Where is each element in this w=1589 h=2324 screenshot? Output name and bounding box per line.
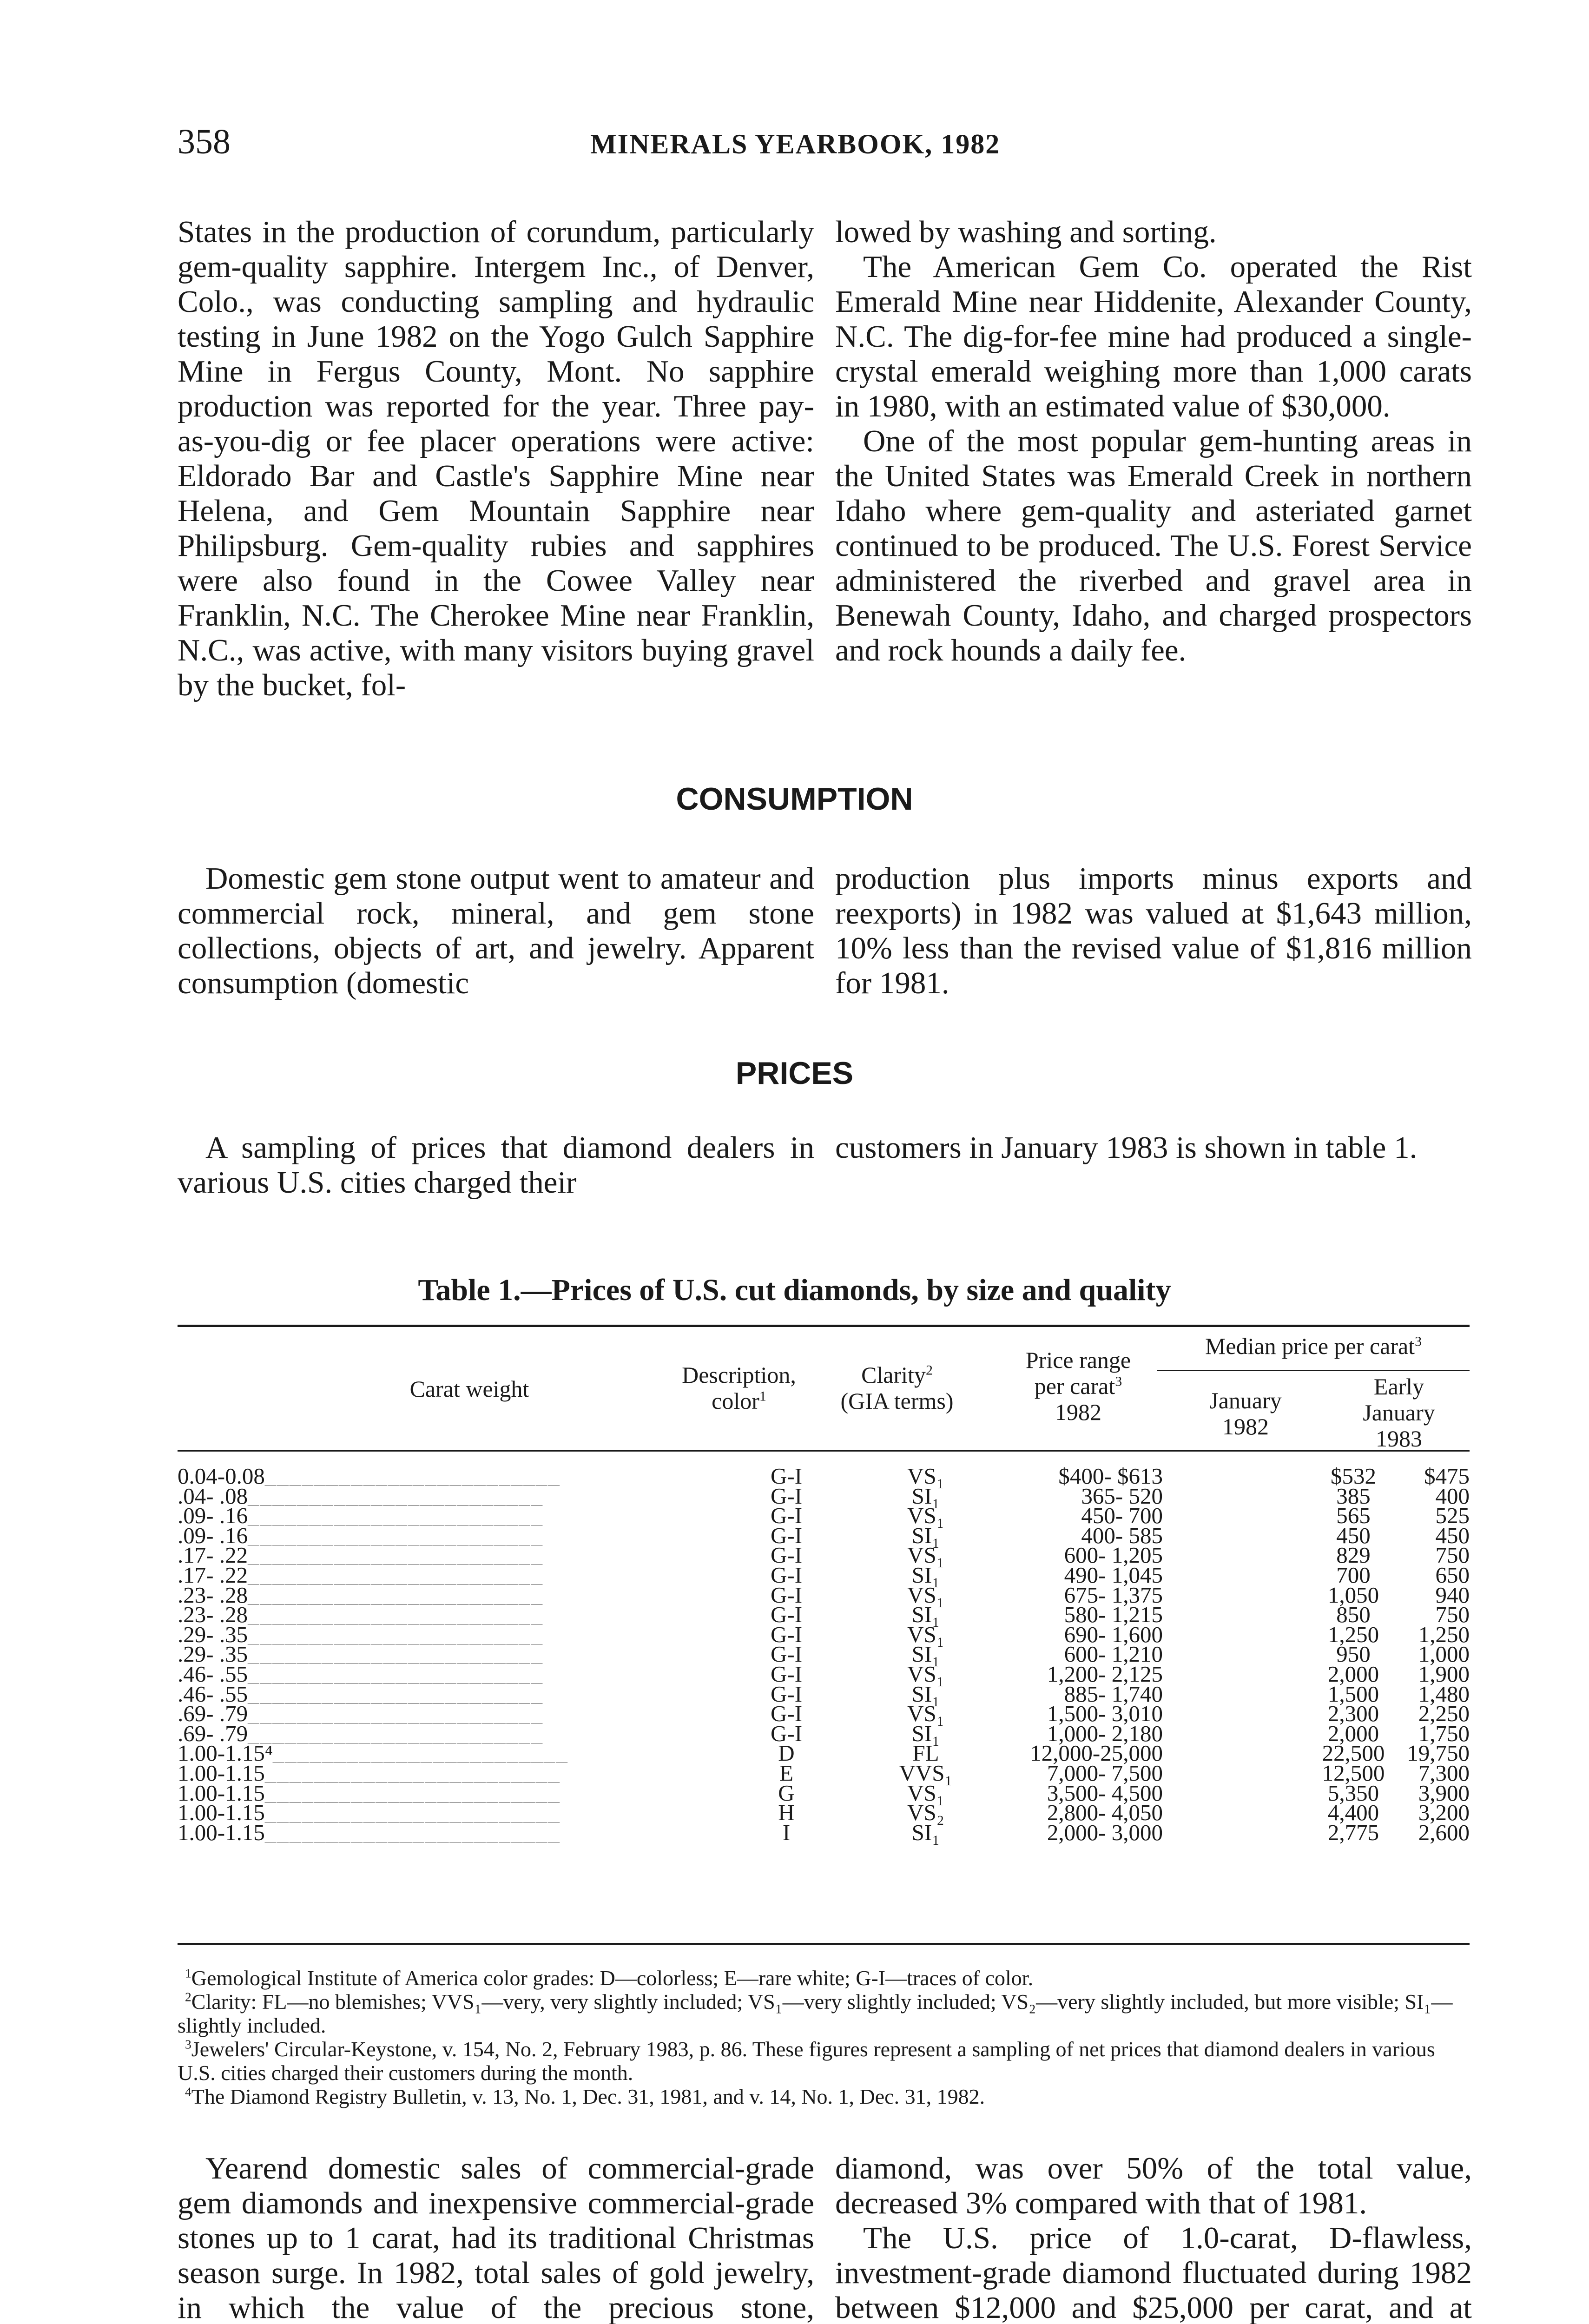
header-clarity-line1: Clarity$^2$ (861, 1362, 933, 1388)
cell-description-color: G (778, 1780, 795, 1806)
cell-median-early-january-1983: 450 (1435, 1522, 1470, 1548)
cell-median-january-1982: 12,500 (1322, 1760, 1385, 1786)
cell-price-range: 12,000-25,000 (1030, 1740, 1163, 1766)
intro-right-paragraph-2: The American Gem Co. operated the Rist Emerald Mine near Hiddenite, Alexander County, N.C. The dig-for-fee mine had produced a single-crystal emerald weighing more than 1,000 carats in 1980, with an estimated value of $30,000. (835, 250, 1472, 423)
dot-leader: ________________________ (264, 1822, 560, 1842)
header-price-range (999, 1347, 1157, 1425)
cell-carat-weight (178, 1704, 642, 1723)
table-row (178, 1819, 1470, 1845)
footnote-marker: 4 (185, 2084, 191, 2099)
consumption-right-paragraph: production plus imports minus exports and reexports) in 1982 was valued at $1,643 million, 10% less than the revised value of $1,816 million for 1981. (835, 861, 1472, 1000)
cell-median-early-january-1983: 400 (1435, 1483, 1470, 1509)
cell-description-color: G-I (770, 1542, 803, 1568)
cell-description-color: G-I (770, 1483, 803, 1509)
intro-left-column (178, 215, 814, 703)
cell-clarity: SI₁ (911, 1681, 940, 1707)
cell-median-january-1982: 450 (1336, 1522, 1371, 1548)
header-price-line2: per carat$^3$ (1034, 1373, 1122, 1399)
consumption-left-column (178, 861, 814, 1001)
cell-median-january-1982: 950 (1336, 1641, 1371, 1667)
consumption-heading: CONSUMPTION (676, 781, 913, 817)
cell-median-january-1982: 2,775 (1327, 1819, 1379, 1845)
diamond-price-table (178, 1463, 1470, 1845)
cell-median-january-1982: 700 (1336, 1562, 1371, 1588)
cell-description-color: G-I (770, 1503, 803, 1529)
cell-median-early-january-1983: 3,900 (1418, 1780, 1470, 1806)
dot-leader: ________________________ (264, 1783, 560, 1803)
cell-clarity: SI₁ (911, 1819, 940, 1845)
table-row (178, 1463, 1470, 1489)
carat-value: 1.00-1.15 (178, 1783, 265, 1803)
header-description-line1: Description, (682, 1362, 796, 1388)
table-row (178, 1661, 1470, 1687)
running-head: MINERALS YEARBOOK, 1982 (590, 129, 1001, 159)
table-header-rule (178, 1450, 1470, 1452)
cell-carat-weight (178, 1565, 642, 1585)
cell-carat-weight (178, 1823, 642, 1842)
header-january-line1: January (1209, 1387, 1282, 1413)
intro-right-column (835, 215, 1472, 668)
header-early-line1: Early (1373, 1373, 1424, 1400)
cell-price-range: 1,200- 2,125 (1047, 1661, 1163, 1687)
cell-price-range: 3,500- 4,500 (1047, 1780, 1163, 1806)
prices-left-paragraph: A sampling of prices that diamond dealers in various U.S. cities charged their (178, 1130, 814, 1200)
cell-price-range: 1,500- 3,010 (1047, 1701, 1163, 1727)
carat-value: .09- .16 (178, 1525, 248, 1545)
footnote-text: Clarity: FL—no blemishes; VVS₁—very, very slightly included; VS₁—very slightly included; VS₂—very slightly included, but more visible; SI₁—slightly included. (178, 1990, 1453, 2037)
cell-price-range: $400- $613 (1058, 1463, 1163, 1489)
dot-leader: ________________________ (248, 1624, 544, 1644)
cell-carat-weight (178, 1585, 642, 1605)
cell-clarity: SI₁ (911, 1522, 940, 1548)
carat-value: 0.04-0.08 (178, 1466, 265, 1486)
dot-leader: ________________________ (264, 1803, 560, 1823)
closing-right-column (835, 2151, 1472, 2324)
header-early-january-1983 (1329, 1373, 1469, 1452)
footnote (178, 2085, 1470, 2108)
cell-median-january-1982: 5,350 (1327, 1780, 1379, 1806)
table-row (178, 1641, 1470, 1667)
cell-median-early-january-1983: 19,750 (1407, 1740, 1470, 1766)
cell-median-early-january-1983: 750 (1435, 1602, 1470, 1628)
cell-clarity: VS₁ (907, 1582, 944, 1608)
table-row (178, 1621, 1470, 1647)
cell-clarity: VS₁ (907, 1621, 944, 1647)
cell-price-range: 7,000- 7,500 (1047, 1760, 1163, 1786)
table-row (178, 1720, 1470, 1746)
cell-median-early-january-1983: 650 (1435, 1562, 1470, 1588)
cell-clarity: SI₁ (911, 1720, 940, 1746)
cell-description-color: G-I (770, 1720, 803, 1746)
cell-median-early-january-1983: 1,250 (1418, 1621, 1470, 1647)
cell-median-early-january-1983: $475 (1424, 1463, 1470, 1489)
cell-median-january-1982: 22,500 (1322, 1740, 1385, 1766)
dot-leader: ________________________ (248, 1644, 544, 1664)
cell-description-color: G-I (770, 1522, 803, 1548)
cell-clarity: VS₂ (907, 1800, 944, 1826)
dot-leader: ________________________ (248, 1605, 544, 1625)
table-row (178, 1681, 1470, 1707)
prices-left-column (178, 1130, 814, 1200)
table-row (178, 1503, 1470, 1529)
cell-description-color: I (782, 1819, 791, 1845)
cell-price-range: 675- 1,375 (1064, 1582, 1163, 1608)
header-early-line2: January (1363, 1400, 1435, 1426)
dot-leader: ________________________ (248, 1585, 544, 1605)
header-price-line1: Price range (1025, 1347, 1131, 1373)
carat-value: .17- .22 (178, 1545, 248, 1565)
cell-median-january-1982: 1,250 (1327, 1621, 1379, 1647)
cell-carat-weight (178, 1486, 642, 1506)
carat-value: .69- .79 (178, 1704, 248, 1724)
header-description-color (676, 1362, 802, 1414)
cell-median-early-january-1983: 750 (1435, 1542, 1470, 1568)
closing-left-paragraph: Yearend domestic sales of commercial-grade gem diamonds and inexpensive commercial-grade stones up to 1 carat, had its traditional Christmas season surge. In 1982, total sales of gold jewelry, in which the value of the precious stone, (178, 2151, 814, 2324)
cell-clarity: VVS₁ (899, 1760, 953, 1786)
table-row (178, 1701, 1470, 1727)
table-row (178, 1522, 1470, 1548)
cell-carat-weight (178, 1466, 642, 1486)
footnote-marker: 2 (185, 1989, 191, 2004)
header-carat-weight: Carat weight (409, 1376, 529, 1402)
table-caption: Table 1.—Prices of U.S. cut diamonds, by size and quality (418, 1273, 1171, 1307)
dot-leader: ________________________ (248, 1684, 544, 1704)
cell-price-range: 580- 1,215 (1064, 1602, 1163, 1628)
cell-median-january-1982: 1,500 (1327, 1681, 1379, 1707)
cell-price-range: 1,000- 2,180 (1047, 1720, 1163, 1746)
footnote-text: Jewelers' Circular-Keystone, v. 154, No. 2, February 1983, p. 86. These figures represent a sampling of net prices that diamond dealers in various U.S. cities charged their customers during the month. (178, 2037, 1435, 2085)
cell-clarity: SI₁ (911, 1562, 940, 1588)
header-clarity (823, 1362, 971, 1414)
cell-description-color: H (778, 1800, 795, 1826)
table-row (178, 1602, 1470, 1628)
cell-median-january-1982: $532 (1331, 1463, 1376, 1489)
cell-median-january-1982: 385 (1336, 1483, 1371, 1509)
cell-description-color: G-I (770, 1463, 803, 1489)
closing-right-paragraph-2: The U.S. price of 1.0-carat, D-flawless, investment-grade diamond fluctuated during 1982 between $12,000 and $25,000 per carat, and at (835, 2221, 1472, 2324)
dot-leader: ________________________ (248, 1525, 544, 1545)
cell-median-january-1982: 850 (1336, 1602, 1371, 1628)
cell-carat-weight (178, 1605, 642, 1624)
carat-value: .69- .79 (178, 1723, 248, 1743)
cell-carat-weight (178, 1743, 642, 1763)
consumption-left-paragraph: Domestic gem stone output went to amateur and commercial rock, mineral, and gem stone collections, objects of art, and jewelry. Apparent consumption (domestic (178, 861, 814, 1000)
cell-price-range: 2,000- 3,000 (1047, 1819, 1163, 1845)
consumption-right-column (835, 861, 1472, 1001)
cell-clarity: SI₁ (911, 1483, 940, 1509)
page-number: 358 (178, 122, 231, 161)
cell-description-color: G-I (770, 1641, 803, 1667)
header-median-group: Median price per carat$^3$ (1205, 1333, 1422, 1359)
carat-value: .29- .35 (178, 1624, 248, 1644)
intro-right-paragraph-3: One of the most popular gem-hunting areas in the United States was Emerald Creek in northern Idaho where gem-quality and asteriated garnet continued to be produced. The U.S. Forest Service administered the riverbed and gravel area in Benewah County, Idaho, and charged prospectors and rock hounds a daily fee. (835, 424, 1472, 667)
footnote (178, 1966, 1470, 1990)
closing-right-paragraph-1: diamond, was over 50% of the total value, decreased 3% compared with that of 1981. (835, 2151, 1472, 2220)
cell-price-range: 885- 1,740 (1064, 1681, 1163, 1707)
cell-price-range: 690- 1,600 (1064, 1621, 1163, 1647)
table-row (178, 1760, 1470, 1786)
table-top-rule (178, 1325, 1470, 1327)
cell-description-color: G-I (770, 1602, 803, 1628)
cell-clarity: VS₁ (907, 1542, 944, 1568)
cell-clarity: VS₁ (907, 1701, 944, 1727)
carat-value: .17- .22 (178, 1565, 248, 1585)
cell-median-january-1982: 829 (1336, 1542, 1371, 1568)
dot-leader: ________________________ (248, 1565, 544, 1585)
cell-carat-weight (178, 1664, 642, 1684)
cell-price-range: 365- 520 (1081, 1483, 1163, 1509)
cell-description-color: G-I (770, 1621, 803, 1647)
cell-median-january-1982: 2,000 (1327, 1661, 1379, 1687)
cell-description-color: G-I (770, 1562, 803, 1588)
footnote-text: Gemological Institute of America color grades: D—colorless; E—rare white; G-I—traces of color. (191, 1966, 1034, 1990)
cell-median-early-january-1983: 940 (1435, 1582, 1470, 1608)
prices-heading: PRICES (735, 1056, 854, 1091)
cell-price-range: 450- 700 (1081, 1503, 1163, 1529)
cell-median-early-january-1983: 7,300 (1418, 1760, 1470, 1786)
cell-price-range: 2,800- 4,050 (1047, 1800, 1163, 1826)
cell-carat-weight (178, 1684, 642, 1704)
cell-carat-weight (178, 1506, 642, 1525)
carat-value: 1.00-1.15 (178, 1822, 265, 1842)
table-row (178, 1780, 1470, 1806)
carat-value: .29- .35 (178, 1644, 248, 1664)
cell-carat-weight (178, 1545, 642, 1565)
cell-median-january-1982: 2,300 (1327, 1701, 1379, 1727)
table-row (178, 1483, 1470, 1509)
cell-median-early-january-1983: 1,750 (1418, 1720, 1470, 1746)
carat-value: .46- .55 (178, 1664, 248, 1684)
carat-value: 1.00-1.15⁴ (178, 1743, 273, 1763)
footnote (178, 1990, 1470, 2037)
header-january-line2: 1982 (1222, 1413, 1269, 1439)
cell-price-range: 490- 1,045 (1064, 1562, 1163, 1588)
intro-right-paragraph-1: lowed by washing and sorting. (835, 215, 1217, 249)
table-row (178, 1562, 1470, 1588)
cell-median-january-1982: 1,050 (1327, 1582, 1379, 1608)
cell-median-early-january-1983: 1,900 (1418, 1661, 1470, 1687)
table-row (178, 1740, 1470, 1766)
cell-median-january-1982: 565 (1336, 1503, 1371, 1529)
cell-clarity: VS₁ (907, 1503, 944, 1529)
table-bottom-rule (178, 1943, 1470, 1945)
cell-description-color: G-I (770, 1582, 803, 1608)
cell-price-range: 600- 1,205 (1064, 1542, 1163, 1568)
cell-description-color: E (779, 1760, 793, 1786)
cell-carat-weight (178, 1644, 642, 1664)
cell-price-range: 400- 585 (1081, 1522, 1163, 1548)
cell-median-january-1982: 4,400 (1327, 1800, 1379, 1826)
prices-right-paragraph: customers in January 1983 is shown in table 1. (835, 1130, 1418, 1165)
cell-carat-weight (178, 1763, 642, 1783)
dot-leader: ________________________ (264, 1763, 560, 1783)
prices-right-column (835, 1130, 1472, 1165)
cell-description-color: G-I (770, 1681, 803, 1707)
cell-median-january-1982: 2,000 (1327, 1720, 1379, 1746)
dot-leader: ________________________ (248, 1506, 544, 1526)
cell-description-color: G-I (770, 1701, 803, 1727)
cell-carat-weight (178, 1783, 642, 1803)
cell-median-early-january-1983: 2,250 (1418, 1701, 1470, 1727)
dot-leader: ________________________ (248, 1486, 544, 1506)
cell-median-early-january-1983: 525 (1435, 1503, 1470, 1529)
header-description-line2: color$^1$ (712, 1388, 766, 1414)
cell-clarity: SI₁ (911, 1641, 940, 1667)
footnote (178, 2037, 1470, 2085)
carat-value: 1.00-1.15 (178, 1803, 265, 1823)
dot-leader: ________________________ (248, 1704, 544, 1724)
cell-carat-weight (178, 1625, 642, 1644)
table-row (178, 1582, 1470, 1608)
table-row (178, 1542, 1470, 1568)
cell-carat-weight (178, 1803, 642, 1822)
cell-description-color: G-I (770, 1661, 803, 1687)
table-row (178, 1800, 1470, 1826)
cell-clarity: FL (912, 1740, 939, 1766)
cell-clarity: VS₁ (907, 1661, 944, 1687)
header-price-line3: 1982 (1055, 1399, 1101, 1425)
cell-clarity: SI₁ (911, 1602, 940, 1628)
cell-median-early-january-1983: 1,000 (1418, 1641, 1470, 1667)
cell-clarity: VS₁ (907, 1463, 944, 1489)
dot-leader: ________________________ (248, 1664, 544, 1684)
carat-value: .09- .16 (178, 1506, 248, 1526)
header-clarity-line2: (GIA terms) (840, 1388, 954, 1414)
dot-leader: ________________________ (272, 1743, 568, 1763)
footnote-marker: 1 (185, 1966, 191, 1981)
carat-value: .46- .55 (178, 1684, 248, 1704)
cell-median-early-january-1983: 3,200 (1418, 1800, 1470, 1826)
median-group-rule (1157, 1370, 1470, 1371)
closing-left-column (178, 2151, 814, 2324)
footnote-marker: 3 (185, 2037, 191, 2052)
footnote-text: The Diamond Registry Bulletin, v. 13, No. 1, Dec. 31, 1981, and v. 14, No. 1, Dec. 31, 1982. (191, 2085, 985, 2108)
dot-leader: ________________________ (248, 1723, 544, 1743)
table-footnotes (178, 1966, 1470, 2108)
carat-value: .23- .28 (178, 1605, 248, 1625)
header-early-line3: 1983 (1376, 1426, 1422, 1452)
dot-leader: ________________________ (248, 1545, 544, 1565)
cell-median-early-january-1983: 1,480 (1418, 1681, 1470, 1707)
cell-median-early-january-1983: 2,600 (1418, 1819, 1470, 1845)
cell-carat-weight (178, 1526, 642, 1545)
header-january-1982 (1176, 1387, 1315, 1439)
cell-price-range: 600- 1,210 (1064, 1641, 1163, 1667)
carat-value: .04- .08 (178, 1486, 248, 1506)
cell-carat-weight (178, 1724, 642, 1743)
cell-description-color: D (778, 1740, 795, 1766)
carat-value: .23- .28 (178, 1585, 248, 1605)
intro-left-paragraph: States in the production of corundum, particularly gem-quality sapphire. Intergem Inc., of Denver, Colo., was conducting sampling and hydraulic testing in June 1982 on the Yogo Gulch Sapphire Mine in Fergus County, Mont. No sapphire production was reported for the year. Three pay-as-you-dig or fee placer operations were active: Eldorado Bar and Castle's Sapphire Mine near Helena, and Gem Mountain Sapphire near Philipsburg. Gem-quality rubies and sapphires were also found in the Cowee Valley near Franklin, N.C. The Cherokee Mine near Franklin, N.C., was active, with many visitors buying gravel by the bucket, fol- (178, 215, 814, 702)
cell-clarity: VS₁ (907, 1780, 944, 1806)
dot-leader: ________________________ (264, 1466, 560, 1486)
carat-value: 1.00-1.15 (178, 1763, 265, 1783)
